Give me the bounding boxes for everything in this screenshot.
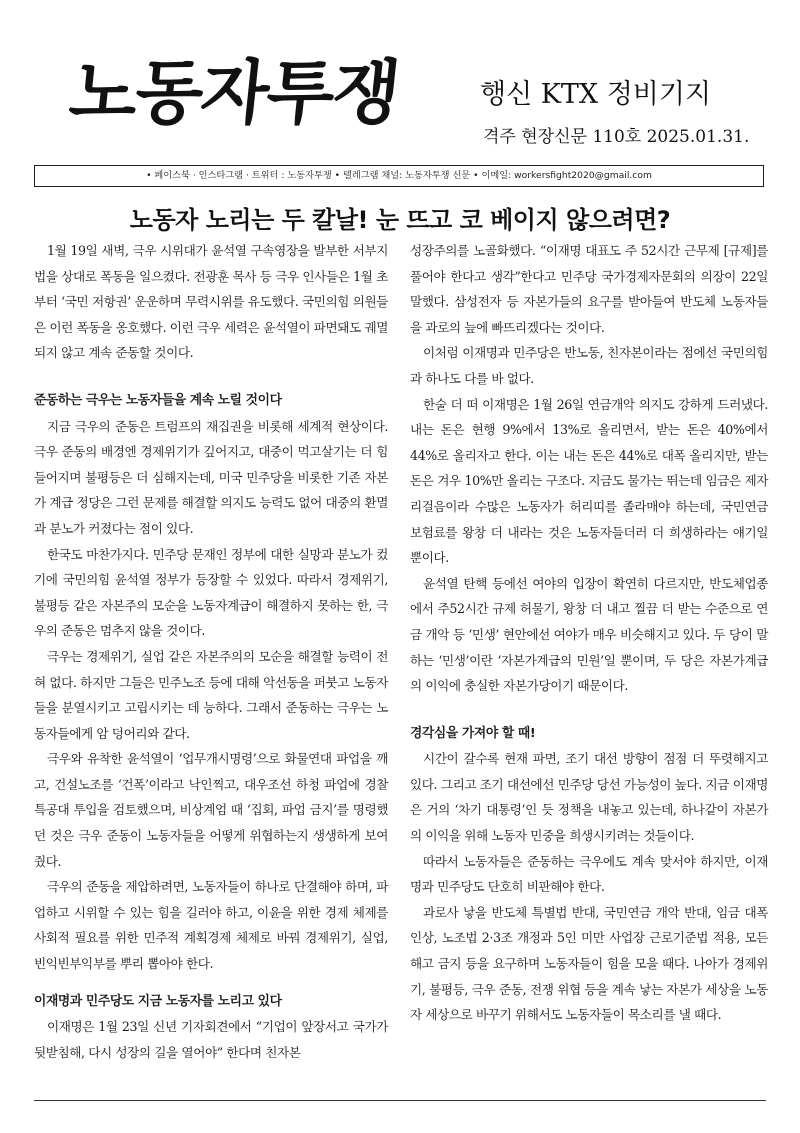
article-column-right (410, 238, 768, 1028)
article-column-left (34, 238, 388, 1065)
masthead (0, 0, 800, 160)
paragraph: 윤석열 탄핵 등에선 여야의 입장이 확연히 다르지만, 반도체업종에서 주52시간 규제 허물기, 왕창 더 내고 찔끔 더 받는 수준으로 연금 개악 등 ‘민생’ 현안에선 여야가 매우 비슷해지고 있다. 두 당이 말하는 ‘민생’이란 ‘자본가계급의 민원’일 뿐이며, 두 당은 자본가계급의 이익에 충실한 자본가당이기 때문이다. (410, 575, 768, 694)
paragraph: 극우는 경제위기, 실업 같은 자본주의의 모순을 해결할 능력이 전혀 없다. 하지만 그들은 민주노조 등에 대해 악선동을 퍼붓고 노동자들을 분열시키고 고립시키는 데 능하다. 그래서 준동하는 극우는 노동자들에게 암 덩어리와 같다. (34, 648, 388, 741)
paragraph: 한국도 마찬가지다. 민주당 문재인 정부에 대한 실망과 분노가 컸기에 국민의힘 윤석열 정부가 등장할 수 있었다. 따라서 경제위기, 불평등 같은 자본주의 모순을 노동자계급이 해결하지 못하는 한, 극우의 준동은 멈추지 않을 것이다. (34, 546, 388, 639)
paragraph: 한술 더 떠 이재명은 1월 26일 연금개악 의지도 강하게 드러냈다. 내는 돈은 현행 9%에서 13%로 올리면서, 받는 돈은 40%에서 44%로 올리자고 한다. 이는 내는 돈은 44%로 대폭 올리지만, 받는 돈은 겨우 10%만 올리는 구조다. 지금도 물가는 뛰는데 임금은 제자리걸음이라 수많은 노동자가 허리띠를 졸라매야 하는데, 국민연금 보험료를 왕창 더 내라는 것은 노동자들더러 더 희생하라는 얘기일 뿐이다. (410, 396, 768, 566)
paragraph: 따라서 노동자들은 준동하는 극우에도 계속 맞서야 하지만, 이재명과 민주당도 단호히 비판해야 한다. (410, 853, 768, 895)
section-heading: 이재명과 민주당도 지금 노동자를 노리고 있다 (34, 993, 282, 1009)
section-heading: 준동하는 극우는 노동자들을 계속 노릴 것이다 (34, 392, 282, 408)
paragraph: 극우와 유착한 윤석열이 ‘업무개시명령’으로 화물연대 파업을 깨고, 건설노조를 ‘건폭’이라고 낙인찍고, 대우조선 하청 파업에 경찰특공대 투입을 검토했으며, 비상계엄 때 ‘집회, 파업 금지’를 명령했던 것은 극우 준동이 노동자들을 어떻게 위협하는지 생생하게 보여줬다. (34, 751, 388, 869)
paragraph: 1월 19일 새벽, 극우 시위대가 윤석열 구속영장을 발부한 서부지법을 상대로 폭동을 일으켰다. 전광훈 목사 등 극우 인사들은 1월 초부터 ‘국민 저항권’ 운운하며 무력시위를 유도했다. 국민의힘 의원들은 이런 폭동을 옹호했다. 이런 극우 세력은 윤석열이 파면돼도 궤멸되지 않고 계속 준동할 것이다. (34, 243, 388, 361)
newspaper-logo: 노동자투쟁 (65, 52, 403, 134)
issue-info: 격주 현장신문 110호 2025.01.31. (483, 127, 750, 147)
bottom-rule (34, 1100, 766, 1101)
paragraph: 극우의 준동을 제압하려면, 노동자들이 하나로 단결해야 하며, 파업하고 시위할 수 있는 힘을 길러야 하고, 이윤을 위한 경제 체제를 사회적 필요를 위한 민주적 계획경제 체제로 바꿔 경제위기, 실업, 빈익빈부익부를 뿌리 뽑아야 한다. (34, 879, 388, 972)
paragraph: 지금 극우의 준동은 트럼프의 재집권을 비롯해 세계적 현상이다. 극우 준동의 배경엔 경제위기가 깊어지고, 대중이 먹고살기는 더 힘들어지며 불평등은 더 심해지는데, 미국 민주당을 비롯한 기존 자본가 계급 정당은 그런 문제를 해결할 의지도 능력도 없어 대중의 환멸과 분노가 커졌다는 점이 있다. (34, 418, 388, 536)
paragraph: 성장주의를 노골화했다. “이재명 대표도 주 52시간 근무제 [규제]를 풀어야 한다고 생각”한다고 민주당 국가경제자문회의 의장이 22일 말했다. 삼성전자 등 자본가들의 요구를 받아들여 반도체 노동자들을 과로의 늪에 빠뜨리겠다는 것이다. (410, 243, 768, 335)
paragraph: 이재명은 1월 23일 신년 기자회견에서 “기업이 앞장서고 국가가 뒷받침해, 다시 성장의 길을 열어야” 한다며 친자본 (34, 1019, 388, 1060)
paragraph: 시간이 갈수록 현재 파면, 조기 대선 방향이 점점 더 뚜렷해지고 있다. 그리고 조기 대선에선 민주당 당선 가능성이 높다. 지금 이재명은 거의 ‘차기 대통령’인 듯 정책을 내놓고 있는데, 하나같이 자본가의 이익을 위해 노동자 민중을 희생시키려는 것들이다. (410, 751, 768, 844)
section-heading: 경각심을 가져야 할 때! (410, 725, 536, 741)
paragraph: 이처럼 이재명과 민주당은 반노동, 친자본이라는 점에선 국민의힘과 하나도 다를 바 없다. (410, 345, 768, 386)
headline: 노동자 노리는 두 칼날! 눈 뜨고 코 베이지 않으려면? (129, 206, 671, 234)
paragraph: 과로사 낳을 반도체 특별법 반대, 국민연금 개악 반대, 임금 대폭 인상, 노조법 2·3조 개정과 5인 미만 사업장 근로기준법 적용, 모든 해고 금지 등을 요구하며 노동자들이 힘을 모을 때다. 나아가 경제위기, 불평등, 극우 준동, 전쟁 위협 등을 계속 낳는 자본가 세상을 노동자 세상으로 바꾸기 위해서도 노동자들이 목소리를 낼 때다. (410, 904, 768, 1023)
contact-bar: • 페이스북 · 인스타그램 · 트위터 : 노동자투쟁 • 텔레그램 채널: 노동자투쟁 신문 • 이메일: workersfight2020@gmail.com (34, 165, 764, 187)
branch-name: 행신 KTX 정비기지 (480, 79, 712, 110)
